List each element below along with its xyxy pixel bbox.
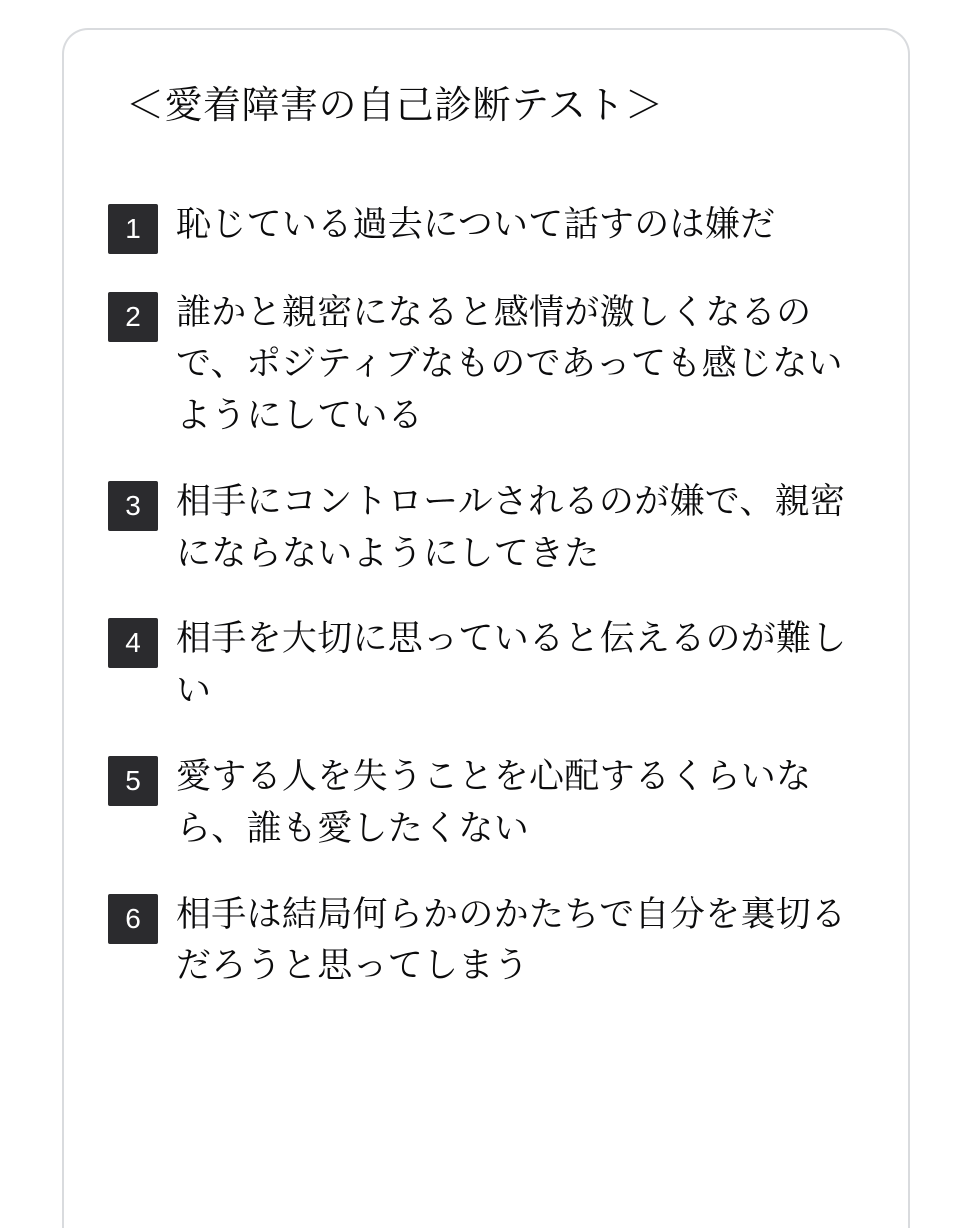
item-text: 相手にコントロールされるのが嫌で、親密にならないようにしてきた (176, 481, 846, 574)
item-number-badge: 2 (108, 292, 158, 342)
item-number-badge: 4 (108, 618, 158, 668)
item-text: 相手を大切に思っていると伝えるのが難しい (176, 619, 847, 712)
list-item (108, 288, 864, 443)
item-text: 相手は結局何らかのかたちで自分を裏切るだろうと思ってしまう (176, 894, 847, 987)
item-number-badge: 1 (108, 204, 158, 254)
list-item (108, 614, 864, 718)
checklist (108, 200, 864, 994)
item-text: 愛する人を失うことを心配するくらいなら、誰も愛したくない (176, 757, 812, 849)
list-item (108, 890, 864, 994)
list-item (108, 200, 864, 254)
item-text: 恥じている過去について話すのは嫌だ (176, 204, 776, 245)
list-item (108, 752, 864, 856)
item-number-badge: 5 (108, 756, 158, 806)
card-content (64, 30, 908, 993)
item-number-badge: 3 (108, 481, 158, 531)
item-text: 誰かと親密になると感情が激しくなるので、ポジティブなものであっても感じないようにしている (176, 292, 843, 437)
list-item (108, 477, 864, 581)
page-title: ＜愛着障害の自己診断テスト＞ (126, 83, 664, 127)
document-card (62, 28, 910, 1228)
item-number-badge: 6 (108, 894, 158, 944)
